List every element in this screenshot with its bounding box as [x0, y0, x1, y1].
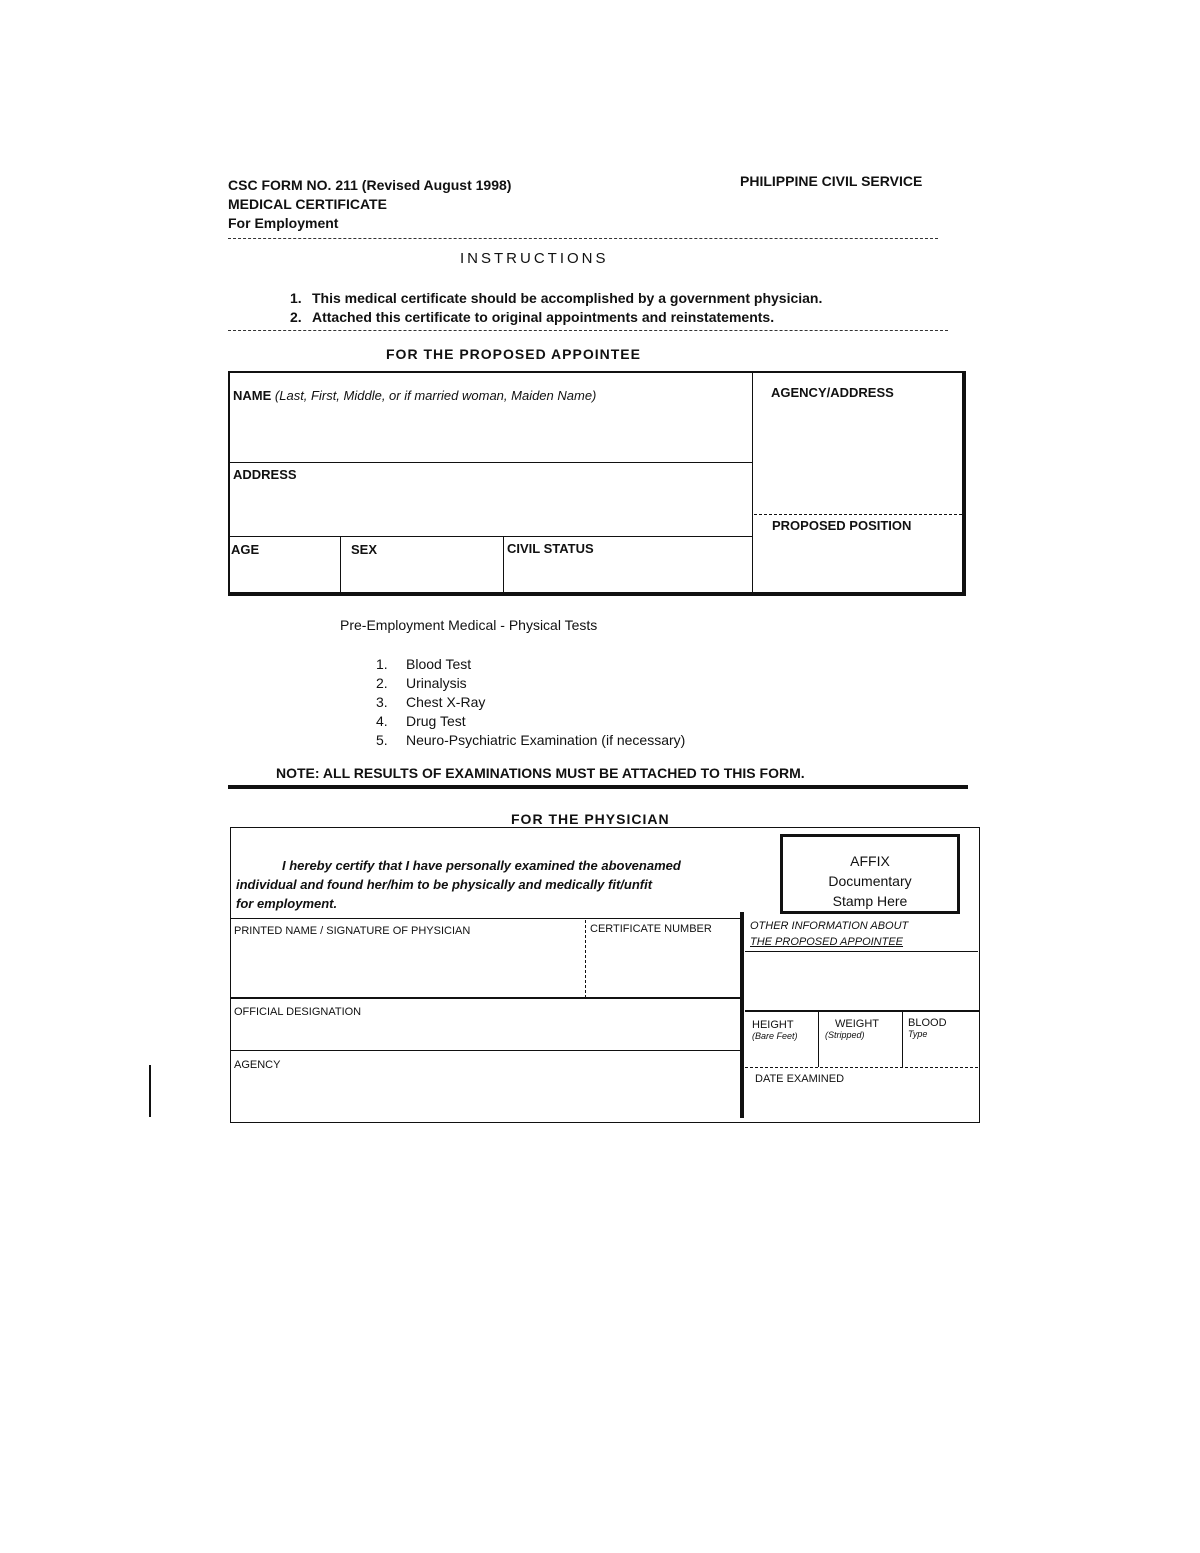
scan-mark	[149, 1065, 151, 1117]
list-item: 1. Blood Test	[376, 656, 472, 672]
height-weight-divider	[818, 1012, 819, 1067]
appointee-section-title: FOR THE PROPOSED APPOINTEE	[386, 346, 641, 362]
weight-label: WEIGHT (Stripped)	[825, 1018, 879, 1040]
name-row-divider	[230, 462, 752, 463]
name-hint: (Last, First, Middle, or if married woman, Maiden Name)	[274, 388, 597, 403]
form-number: CSC FORM NO. 211 (Revised August 1998)	[228, 177, 512, 193]
list-item: 2. Urinalysis	[376, 675, 467, 691]
measurements-top-divider	[745, 1010, 980, 1012]
appointee-table	[228, 371, 966, 596]
blood-type-note: Type	[908, 1029, 928, 1039]
tests-title: Pre-Employment Medical - Physical Tests	[340, 617, 598, 633]
instructions-title: INSTRUCTIONS	[460, 250, 609, 267]
physician-column-divider	[740, 912, 744, 1118]
tests-list	[376, 655, 685, 750]
form-subtitle: For Employment	[228, 215, 339, 231]
address-row-divider	[230, 536, 752, 537]
certification-statement: I hereby certify that I have personally examined the abovenamed individual and found her/him to be physically and medically fit/unfit for employment.	[236, 858, 681, 911]
name-certificate-divider	[585, 920, 586, 998]
weight-note: (Stripped)	[825, 1030, 865, 1040]
note-text: : ALL RESULTS OF EXAMINATIONS MUST BE ATTACHED TO THIS FORM.	[314, 765, 805, 781]
official-designation-label: OFFICIAL DESIGNATION	[234, 1006, 362, 1018]
proposed-position-label: PROPOSED POSITION	[772, 518, 912, 533]
age-label: AGE	[231, 542, 260, 557]
height-label: HEIGHT (Bare Feet)	[752, 1019, 798, 1041]
weight-blood-divider	[902, 1012, 903, 1067]
other-info-divider	[745, 951, 978, 952]
printed-name-label: PRINTED NAME / SIGNATURE OF PHYSICIAN	[234, 925, 471, 937]
date-examined-label: DATE EXAMINED	[755, 1073, 845, 1085]
name-label: NAME (Last, First, Middle, or if married woman, Maiden Name)	[233, 388, 597, 403]
measurements-bottom-divider	[745, 1067, 978, 1068]
sex-status-divider	[503, 537, 504, 594]
issuing-agency: PHILIPPINE CIVIL SERVICE	[740, 173, 923, 189]
appointee-column-divider	[752, 373, 753, 594]
instruction-number: 1.	[290, 290, 302, 306]
designation-row-divider	[231, 1050, 741, 1051]
list-item: 5. Neuro-Psychiatric Examination (if necessary)	[376, 732, 686, 748]
instruction-text: This medical certificate should be accomplished by a government physician.	[312, 290, 823, 306]
list-item: 4. Drug Test	[376, 713, 466, 729]
note	[276, 765, 805, 781]
certificate-number-label: CERTIFICATE NUMBER	[590, 923, 712, 935]
civil-status-label: CIVIL STATUS	[507, 541, 594, 556]
instruction-text: Attached this certificate to original appointments and reinstatements.	[312, 309, 775, 325]
age-sex-divider	[340, 537, 341, 594]
instruction-number: 2.	[290, 309, 302, 325]
header-divider	[228, 238, 938, 239]
agency-label: AGENCY	[234, 1059, 281, 1071]
blood-type-label: BLOOD Type	[908, 1017, 947, 1039]
other-info-label: OTHER INFORMATION ABOUT THE PROPOSED APPOINTEE	[750, 920, 909, 948]
note-rule	[228, 785, 968, 789]
list-item: 3. Chest X-Ray	[376, 694, 486, 710]
instruction-item	[290, 289, 822, 308]
instruction-item	[290, 308, 774, 327]
form-title: MEDICAL CERTIFICATE	[228, 196, 387, 212]
height-note: (Bare Feet)	[752, 1031, 798, 1041]
agency-address-label: AGENCY/ADDRESS	[771, 385, 894, 400]
certify-row-divider	[231, 918, 743, 919]
address-label: ADDRESS	[233, 467, 297, 482]
note-lead: NOTE	[276, 765, 315, 781]
sex-label: SEX	[351, 542, 378, 557]
agency-position-divider	[754, 514, 962, 515]
physician-section-title: FOR THE PHYSICIAN	[511, 811, 670, 827]
instructions-divider	[228, 330, 948, 331]
name-row-divider	[231, 997, 741, 999]
documentary-stamp-box: AFFIX Documentary Stamp Here	[780, 834, 960, 914]
